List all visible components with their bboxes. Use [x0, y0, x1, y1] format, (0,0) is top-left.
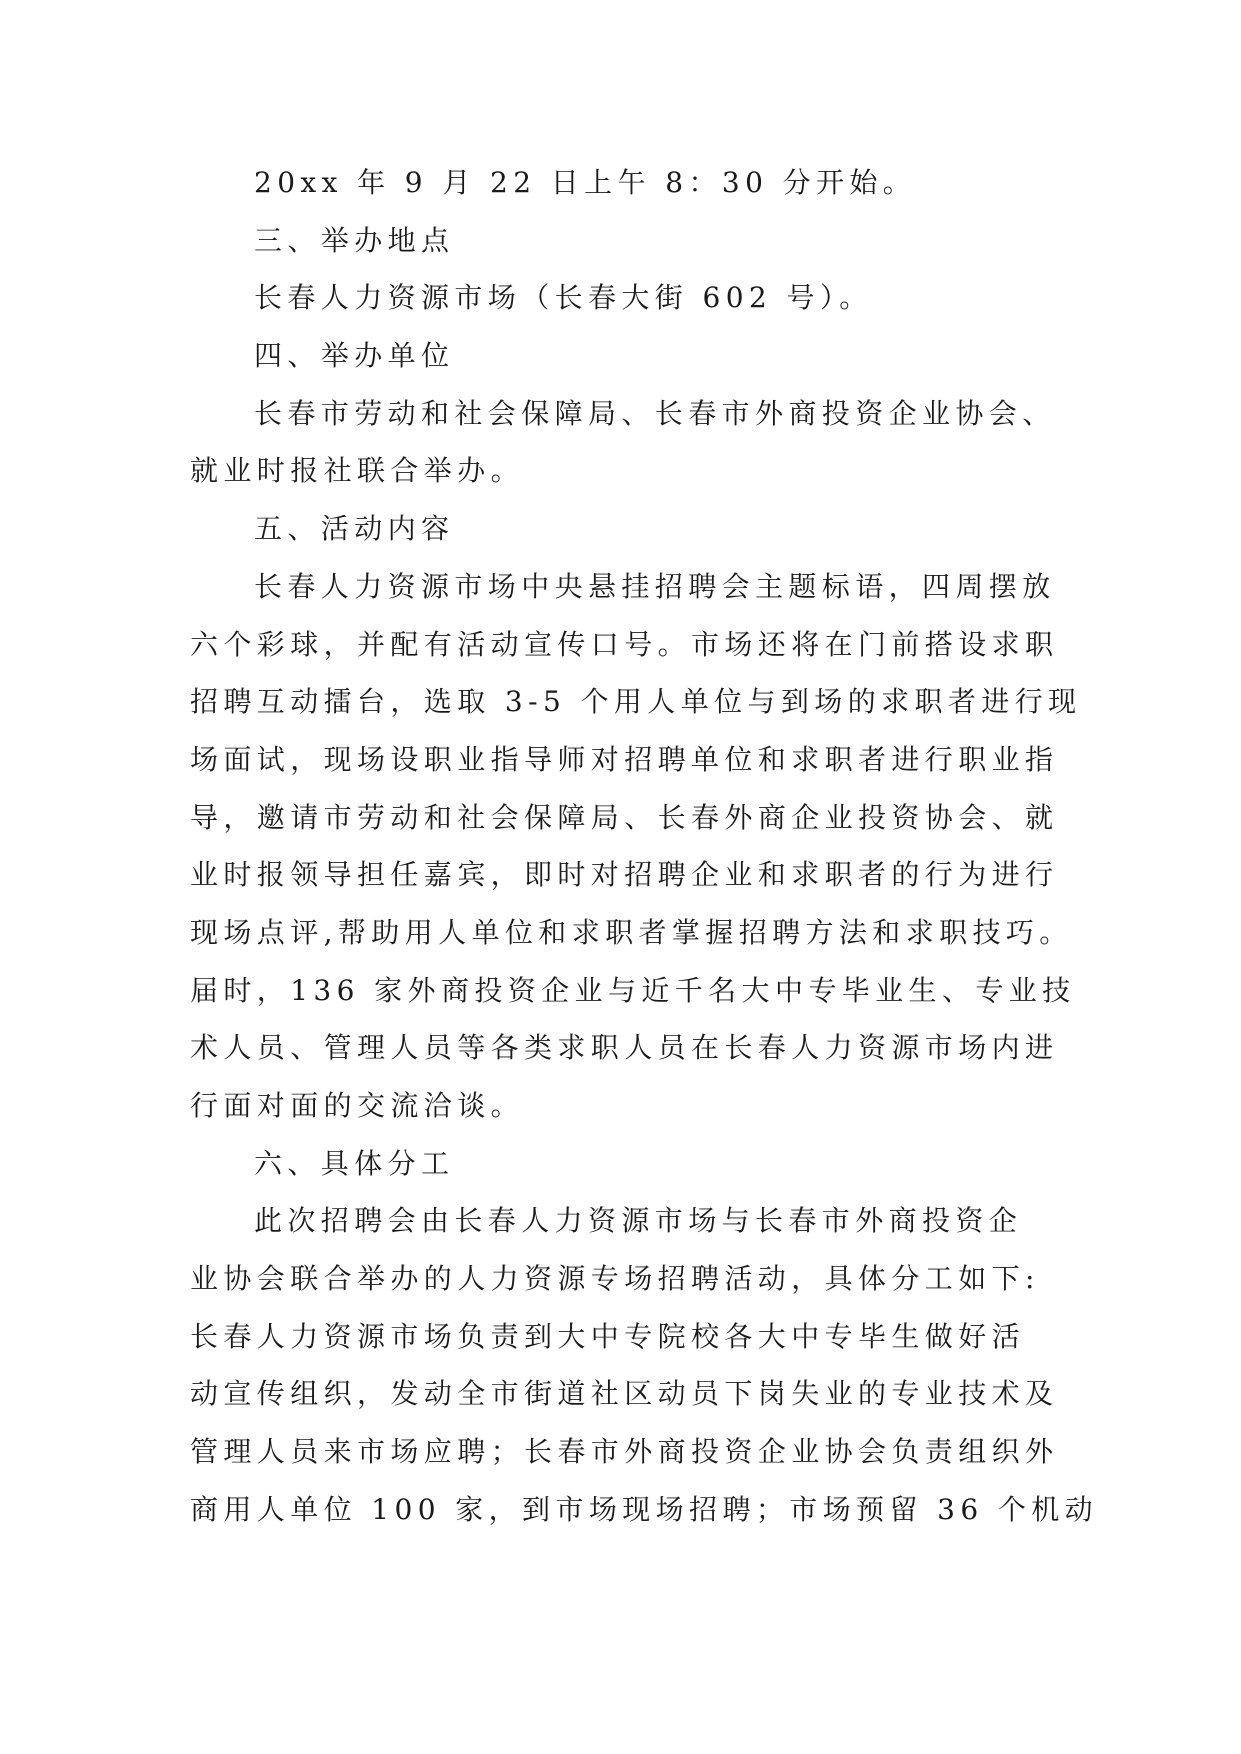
- paragraph-line: 导，邀请市劳动和社会保障局、长春外商企业投资协会、就: [190, 800, 1059, 834]
- paragraph-line: 业协会联合举办的人力资源专场招聘活动，具体分工如下:: [190, 1262, 1040, 1296]
- paragraph-line: 长春市劳动和社会保障局、长春市外商投资企业协会、: [254, 396, 1056, 430]
- paragraph-line: 动宣传组织，发动全市街道社区动员下岗失业的专业技术及: [190, 1377, 1059, 1411]
- paragraph-line: 业时报领导担任嘉宾，即时对招聘企业和求职者的行为进行: [190, 858, 1059, 892]
- document-body: [190, 154, 1099, 1539]
- paragraph-line: 场面试，现场设职业指导师对招聘单位和求职者进行职业指: [190, 742, 1059, 776]
- section-heading: 六、具体分工: [254, 1146, 455, 1180]
- paragraph-line: 六个彩球，并配有活动宣传口号。市场还将在门前搭设求职: [190, 627, 1059, 661]
- paragraph-line: 商用人单位 100 家，到市场现场招聘；市场预留 36 个机动: [190, 1492, 1099, 1526]
- paragraph-line: 现场点评,帮助用人单位和求职者掌握招聘方法和求职技巧。: [190, 915, 1073, 949]
- paragraph-line: 20xx 年 9 月 22 日上午 8：30 分开始。: [254, 166, 917, 199]
- paragraph-line: 招聘互动擂台，选取 3-5 个用人单位与到场的求职者进行现: [190, 685, 1082, 719]
- paragraph-line: 管理人员来市场应聘；长春市外商投资企业协会负责组织外: [190, 1435, 1059, 1469]
- paragraph-line: 术人员、管理人员等各类求职人员在长春人力资源市场内进: [190, 1031, 1059, 1065]
- paragraph-line: 长春人力资源市场（长春大街 602 号）。: [254, 281, 873, 315]
- section-heading: 五、活动内容: [254, 512, 455, 546]
- paragraph-line: 行面对面的交流洽谈。: [190, 1089, 525, 1122]
- paragraph-line: 长春人力资源市场中央悬挂招聘会主题标语，四周摆放: [254, 569, 1056, 603]
- paragraph-line: 长春人力资源市场负责到大中专院校各大中专毕生做好活: [190, 1319, 1026, 1353]
- section-heading: 三、举办地点: [254, 223, 455, 257]
- paragraph-line: 届时，136 家外商投资企业与近千名大中专毕业生、专业技: [190, 973, 1076, 1007]
- section-heading: 四、举办单位: [254, 339, 455, 373]
- paragraph-line: 就业时报社联合举办。: [190, 454, 525, 488]
- paragraph-line: 此次招聘会由长春人力资源市场与长春市外商投资企: [254, 1204, 1023, 1238]
